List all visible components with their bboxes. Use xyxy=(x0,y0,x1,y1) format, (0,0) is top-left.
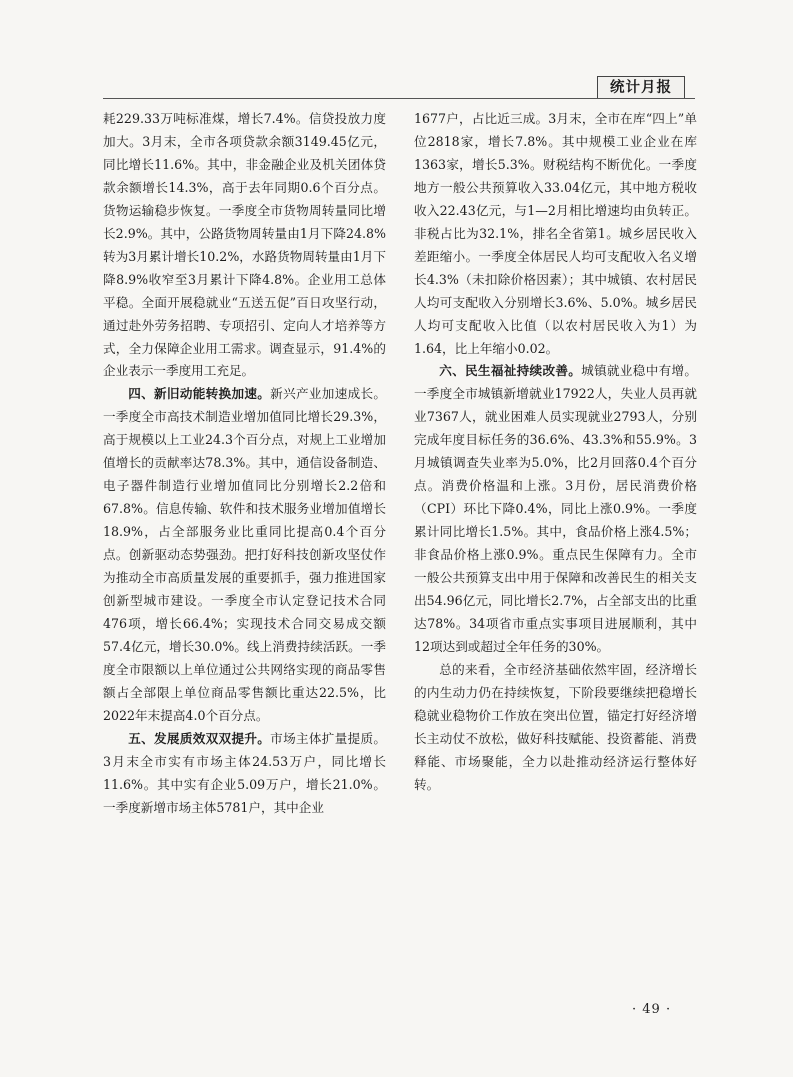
right-column xyxy=(414,108,697,797)
section-5-heading: 五、发展质效双双提升。 xyxy=(128,730,271,746)
section-4-text: 新兴产业加速成长。一季度全市高技术制造业增加值同比增长29.3%，高于规模以上工业24.3个百分点，对规上工业增加值增长的贡献率达78.3%。其中，通信设备制造、电子器件制造行业增加值同比分别增长2.2倍和67.8%。信息传输、软件和技术服务业增加值增长18.9%，占全部服务业比重同比提高0.4个百分点。创新驱动态势强劲。把打好科技创新攻坚仗作为推动全市高质量发展的重要抓手，强力推进国家创新型城市建设。一季度全市认定登记技术合同476项，增长66.4%；实现技术合同交易成交额57.4亿元，增长30.0%。线上消费持续活跃。一季度全市限额以上单位通过公共网络实现的商品零售额占全部限上单位商品零售额比重达22.5%，比2022年末提高4.0个百分点。 xyxy=(103,386,386,723)
left-column xyxy=(103,108,386,820)
section-6-heading: 六、民生福祉持续改善。 xyxy=(439,363,582,379)
section-5-text: 市场主体扩量提质。3月末全市实有市场主体24.53万户，同比增长11.6%。其中实有企业5.09万户，增长21.0%。一季度新增市场主体5781户，其中企业 xyxy=(103,730,386,815)
page-number: · 49 · xyxy=(632,1002,672,1017)
left-paragraph-continued: 耗229.33万吨标准煤，增长7.4%。信贷投放力度加大。3月末，全市各项贷款余额3149.45亿元，同比增长11.6%。其中，非金融企业及机关团体贷款余额增长14.3%，高于去年同期0.6个百分点。货物运输稳步恢复。一季度全市货物周转量同比增长2.9%。其中，公路货物周转量由1月下降24.8%转为3月累计增长10.2%，水路货物周转量由1月下降8.9%收窄至3月累计下降4.8%。企业用工总体平稳。全面开展稳就业“五送五促”百日攻坚行动，通过赴外劳务招聘、专项招引、定向人才培养等方式，全力保障企业用工需求。调查显示，91.4%的企业表示一季度用工充足。 xyxy=(103,111,386,379)
summary-paragraph: 总的来看，全市经济基础依然牢固，经济增长的内生动力仍在持续恢复，下阶段要继续把稳增长稳就业稳物价工作放在突出位置，锚定打好经济增长主动仗不放松，做好科技赋能、投资蓄能、消费释能、市场聚能，全力以赴推动经济运行整体好转。 xyxy=(414,661,697,792)
journal-header-label: 统计月报 xyxy=(597,76,685,99)
section-5-paragraph xyxy=(103,728,386,820)
section-4-paragraph xyxy=(103,383,386,727)
header-rule xyxy=(103,98,695,99)
section-4-heading: 四、新旧动能转换加速。 xyxy=(128,386,271,402)
section-6-text: 城镇就业稳中有增。一季度全市城镇新增就业17922人，失业人员再就业7367人，就业困难人员实现就业2793人，分别完成年度目标任务的36.6%、43.3%和55.9%。3月城镇调查失业率为5.0%，比2月回落0.4个百分点。消费价格温和上涨。3月份，居民消费价格（CPI）环比下降0.4%，同比上涨0.9%。一季度累计同比增长1.5%。其中，食品价格上涨4.5%；非食品价格上涨0.9%。重点民生保障有力。全市一般公共预算支出中用于保障和改善民生的相关支出54.96亿元，同比增长2.7%，占全部支出的比重达78%。34项省市重点实事项目进展顺利，其中12项达到或超过全年任务的30%。 xyxy=(414,363,697,654)
section-6-paragraph xyxy=(414,360,697,658)
right-paragraph-continued: 1677户，占比近三成。3月末，全市在库“四上”单位2818家，增长7.8%。其中规模工业企业在库1363家，增长5.3%。财税结构不断优化。一季度地方一般公共预算收入33.04亿元，其中地方税收收入22.43亿元，与1—2月相比增速均由负转正。非税占比为32.1%，排名全省第1。城乡居民收入差距缩小。一季度全体居民人均可支配收入名义增长4.3%（未扣除价格因素）；其中城镇、农村居民人均可支配收入分别增长3.6%、5.0%。城乡居民人均可支配收入比值（以农村居民收入为1）为1.64，比上年缩小0.02。 xyxy=(414,111,697,356)
